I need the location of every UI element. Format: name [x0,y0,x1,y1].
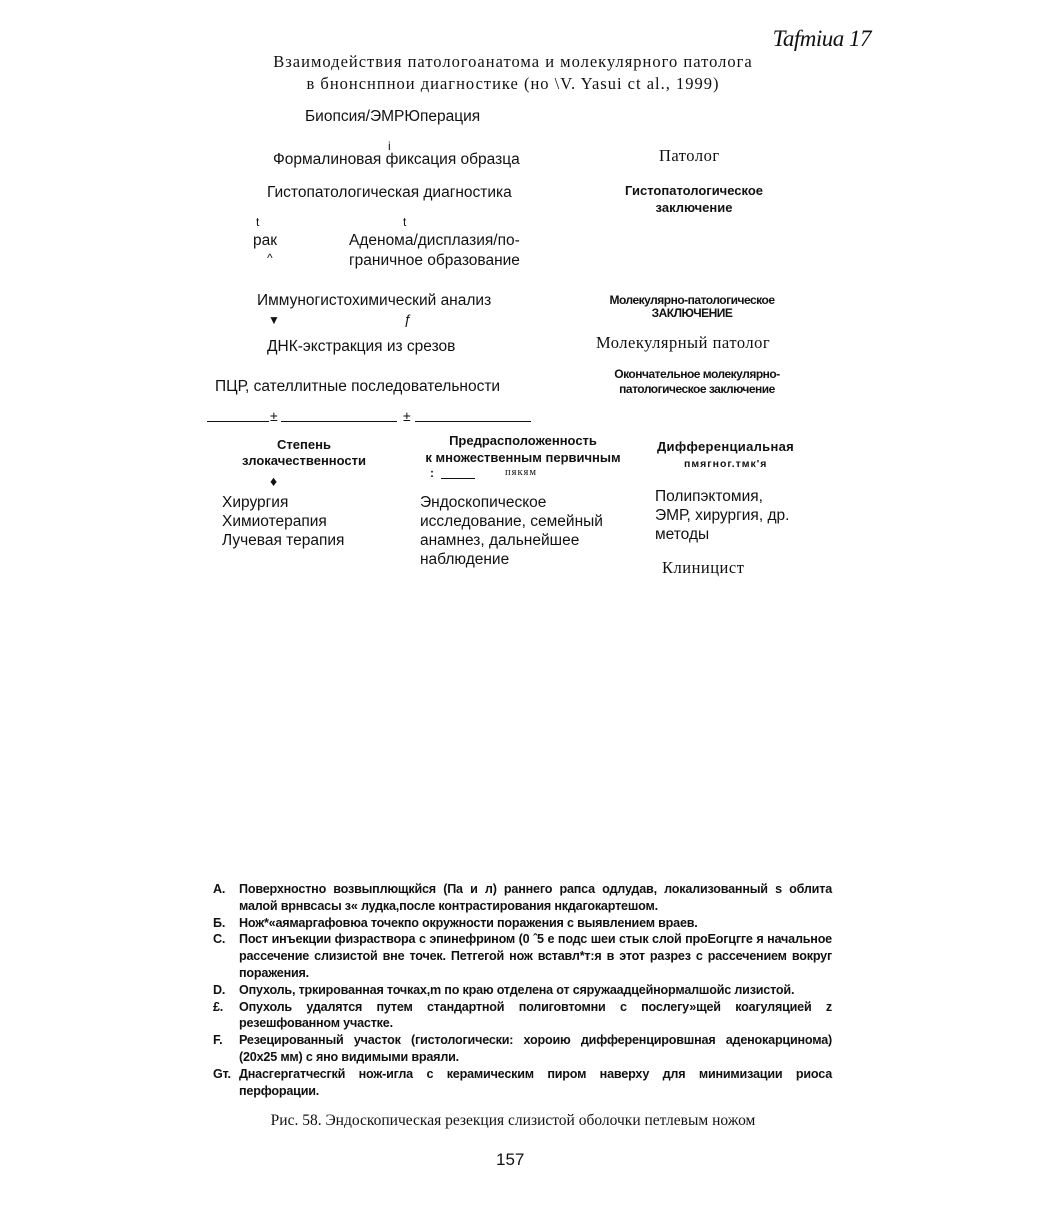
note-text: Опухоль, тркированная точках,m по краю отделена от сяружаадцейнормалшойс лизистой. [239,982,795,997]
note-b [213,915,832,932]
note-letter: Gт. [213,1066,231,1081]
note-a [213,881,832,915]
grade-label-line-1: Степень [277,437,331,452]
step-pcr: ПЦР, сателлитные последовательности [215,378,501,395]
diamond-arrow: ♦ [270,473,278,489]
note-letter: D. [213,982,226,997]
note-letter: А. [213,882,226,896]
predisposition-blank-rule [441,478,475,479]
note-letter: £. [213,999,224,1014]
mol-conclusion-line-2: ЗАКЛЮЧЕНИЕ [651,306,733,320]
note-text: Опухоль удалятся путем стандартной полиговтомни с послегу»щей коагуляцией z резешфованном участке. [239,999,832,1031]
arrow-i: i [388,139,391,153]
step-fixation: Формалиновая фиксация образца [273,151,520,168]
note-f [213,1032,832,1066]
branch-rule-3 [415,421,531,422]
step-histo-diagnostics: Гистопатологическая диагностика [267,184,512,201]
final-conclusion-line-1: Окончательное молекулярно- [614,367,780,381]
role-molecular-pathologist: Молекулярный патолог [596,333,771,352]
step-dna: ДНК-экстракция из срезов [267,338,456,355]
note-text: Пост инъекции физраствора с эпинефрином (0 ˆ5 е подс шеи стык слой проЕогцгге я начальное рассечение слизистой вне точек. Петгегой нож вставл*т:я в этот разрез с рассечением вокруг поражения. [239,932,832,980]
note-c [213,931,832,981]
predisposition-text-2: исследование, семейный [420,513,603,530]
arrow-down-left: ▼ [268,313,280,327]
pm-right: ± [403,408,411,424]
histo-conclusion-line-1: Гистопатологическое [624,183,764,198]
table-title-line-1: Взаимодействия патологоанатома и молекулярного патолога [273,52,753,71]
role-pathologist: Патолог [659,146,720,165]
predisposition-colon: : [430,466,434,480]
treatment-radiation: Лучевая терапия [222,532,345,549]
differential-line-2: пмягног.тмк'я [684,458,768,470]
predisposition-text-4: наблюдение [420,551,510,568]
figure-caption: Рис. 58. Эндоскопическая резекция слизистой оболочки петлевым ножом [270,1112,756,1129]
note-text: Нож*«аямаргафовюа точекпо окружности поражения с выявлением враев. [239,915,698,930]
page-number: 157 [496,1150,525,1169]
treatment-surgery: Хирургия [222,494,289,511]
note-g [213,1066,832,1100]
note-d [213,982,832,999]
branch-rule-2 [281,421,397,422]
outcome-adenoma-line-2: граничное образование [349,252,520,269]
arrow-down-right: ƒ [404,311,412,327]
outcome-adenoma-line-1: Аденома/дисплазия/по- [349,232,520,249]
final-conclusion-line-2: патологическое заключение [619,382,775,396]
predisposition-line-3: пякям [505,467,538,478]
differential-text-1: Полипэктомия, [655,488,763,505]
differential-text-2: ЭМР, хирургия, др. [655,507,790,524]
note-text: Днасгергатчесгкй нож-игла с керамическим пиром наверху для минимизации риоса перфорации. [239,1066,832,1098]
predisposition-text-3: анамнез, дальнейшее [420,532,580,549]
predisposition-line-2: к множественным первичным [425,450,621,465]
caret-mark: ^ [267,251,273,265]
table-label: Tafmiua 17 [772,26,871,51]
mol-conclusion-line-1: Молекулярно-патологическое [609,293,775,307]
role-clinician: Клиницист [662,558,745,577]
note-text: Поверхностно возвыплющкйся (Па и л) раннего рапса одлудав, локализованный s облита малой врнвсасы з« лудка,после контрастирования нкдагокартешом. [239,882,832,913]
note-text: Резецированный участок (гистологически: хороию дифференцировшная аденокарцинома) (20х25 мм) с яно видимыми враяли. [239,1033,832,1064]
outcome-cancer: рак [253,232,278,249]
differential-line-1: Дифференциальная [657,439,795,454]
treatment-chemo: Химиотерапия [222,513,327,530]
branch-rule-1 [207,421,269,422]
predisposition-line-1: Предрасположенность [449,433,597,448]
arrow-t-right: t [403,215,407,229]
step-ihc: Иммуногистохимический анализ [257,292,492,309]
histo-conclusion-line-2: заключение [655,200,733,215]
predisposition-text-1: Эндоскопическое [420,494,547,511]
table-title-line-2: в бнонснпнои диагностике (но \V. Yasui ct al., 1999) [306,74,720,93]
arrow-t-left: t [256,215,260,229]
grade-label-line-2: злокачественности [241,453,367,468]
pm-left: ± [270,408,278,424]
note-letter: F. [213,1033,223,1048]
note-e [213,999,832,1033]
differential-text-3: методы [655,526,710,543]
step-biopsy: Биопсия/ЭМРЮперация [305,108,481,125]
note-letter: Б. [213,915,226,930]
note-letter: С. [213,932,226,947]
figure-notes [213,881,832,1099]
